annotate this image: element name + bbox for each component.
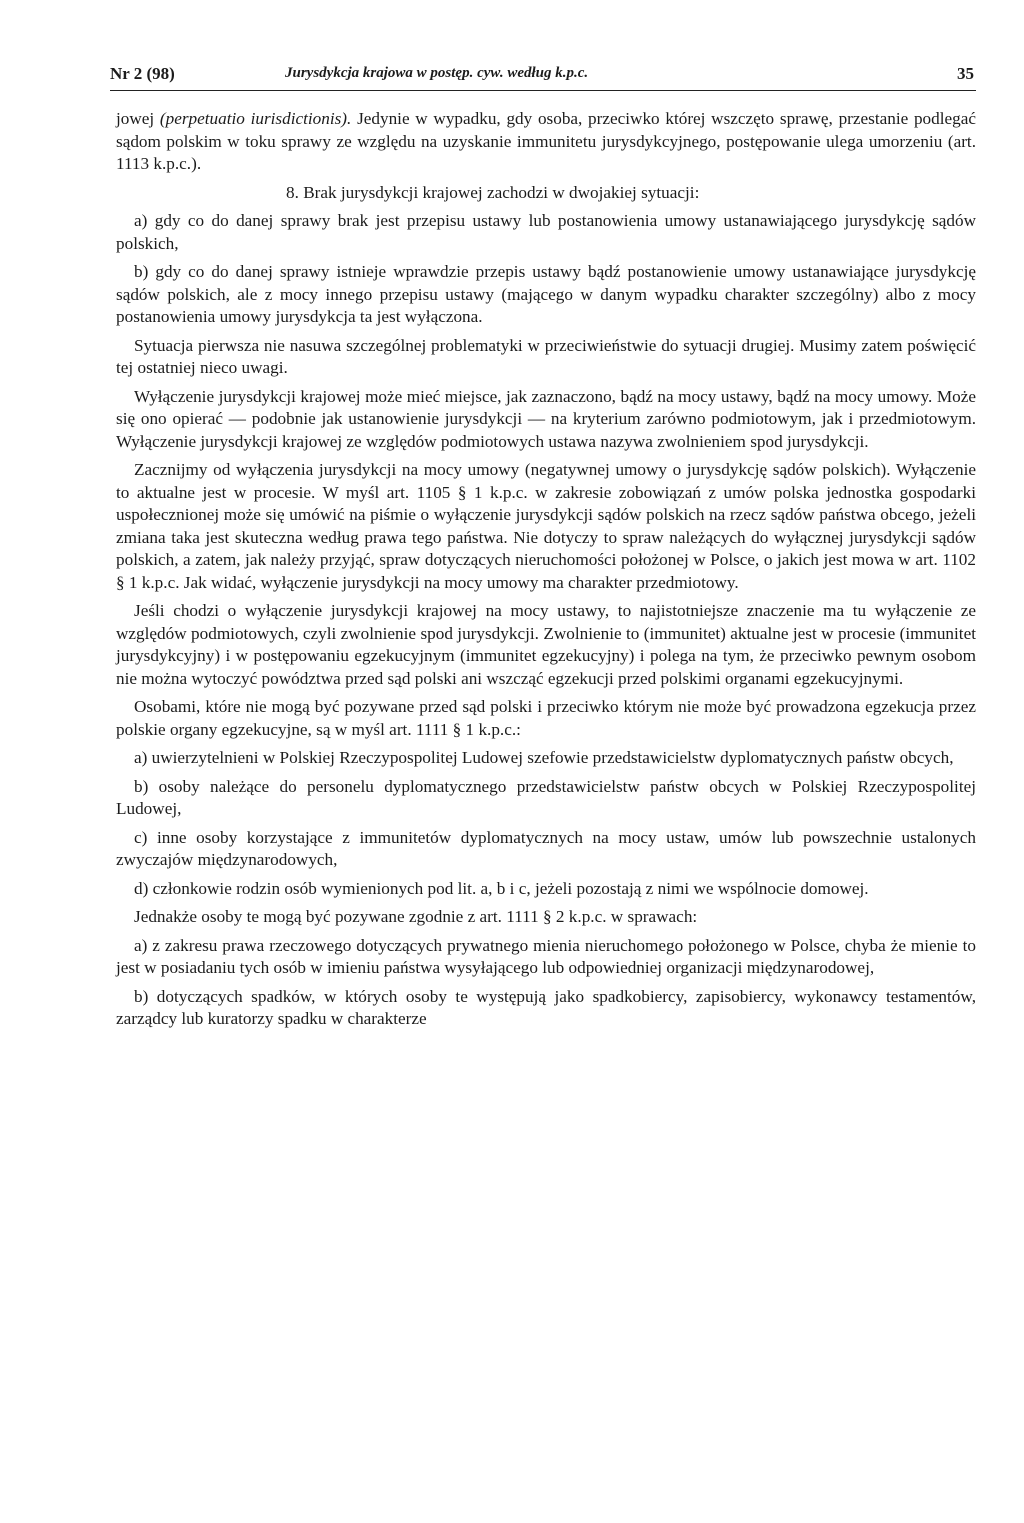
running-title: Jurysdykcja krajowa w postęp. cyw. według k.p.c. (285, 65, 589, 81)
paragraph: Wyłączenie jurysdykcji krajowej może mieć miejsce, jak zaznaczono, bądź na mocy ustawy, bądź na mocy umowy. Może się ono opierać — podobnie jak ustanowienie jurysdykcji — na kryterium zarówno podmiotowym, jak i przedmiotowym. Wyłączenie jurysdykcji krajowej ze względów podmiotowych ustawa nazywa zwolnieniem spod jurysdykcji. (116, 386, 976, 451)
paragraph: Osobami, które nie mogą być pozywane przed sąd polski i przeciwko którym nie może być prowadzona egzekucja przez polskie organy egzekucyjne, są w myśl art. 1111 § 1 k.p.c.: (116, 697, 976, 739)
paragraph: Jednakże osoby te mogą być pozywane zgodnie z art. 1111 § 2 k.p.c. w sprawach: (134, 907, 698, 926)
paragraph (116, 108, 976, 176)
list-item: c) inne osoby korzystające z immunitetów dyplomatycznych na mocy ustaw, umów lub powszechnie ustalonych zwyczajów międzynarodowych, (116, 827, 976, 869)
paragraph: Sytuacja pierwsza nie nasuwa szczególnej problematyki w przeciwieństwie do sytuacji drugiej. Musimy zatem poświęcić tej ostatniej nieco uwagi. (116, 335, 976, 377)
section-8-intro: 8. Brak jurysdykcji krajowej zachodzi w dwojakiej sytuacji: (286, 182, 700, 202)
issue-number: Nr 2 (98) (110, 64, 175, 83)
latin-term: (perpetuatio iurisdictionis). (159, 109, 352, 128)
list-item: b) dotyczących spadków, w których osoby te występują jako spadkobiercy, zapisobiercy, wykonawcy testamentów, zarządcy lub kuratorzy spadku w charakterze (116, 986, 976, 1028)
body-text (116, 108, 976, 1037)
paragraph-text: Jedynie w wypadku, gdy osoba, przeciwko której wszczęto sprawę, przestanie podlegać sądom polskim w toku sprawy ze względu na uzyskanie immunitetu jurysdykcyjnego, postępowanie ulega umorzeniu (art. 1113 k.p.c.). (116, 109, 976, 173)
running-header (110, 64, 976, 91)
paragraph: a) gdy co do danej sprawy brak jest przepisu ustawy lub postanowienia umowy ustanawiającego jurysdykcję sądów polskich, (116, 211, 976, 253)
paragraph: b) gdy co do danej sprawy istnieje wprawdzie przepis ustawy bądź postanowienie umowy ustanawiające jurysdykcję sądów polskich, ale z mocy innego przepisu ustawy (mającego w danym wypadku charakter szczególny) albo z mocy postanowienia umowy jurysdykcja ta jest wyłączona. (116, 262, 976, 326)
list-item: a) uwierzytelnieni w Polskiej Rzeczypospolitej Ludowej szefowie przedstawicielstw dyplomatycznych państw obcych, (134, 748, 954, 767)
list-item: b) osoby należące do personelu dyplomatycznego przedstawicielstw państw obcych w Polskiej Rzeczypospolitej Ludowej, (116, 776, 976, 818)
list-item: d) członkowie rodzin osób wymienionych pod lit. a, b i c, jeżeli pozostają z nimi we wspólnocie domowej. (134, 878, 869, 898)
list-item: a) z zakresu prawa rzeczowego dotyczących prywatnego mienia nieruchomego położonego w Polsce, chyba że mienie to jest w posiadaniu tych osób w imieniu państwa wysyłającego lub odpowiedniej organizacji międzynarodowej, (116, 935, 976, 977)
paragraph: Zacznijmy od wyłączenia jurysdykcji na mocy umowy (negatywnej umowy o jurysdykcję sądów polskich). Wyłączenie to aktualne jest w procesie. W myśl art. 1105 § 1 k.p.c. w zakresie zobowiązań z umów polska jednostka gospodarki uspołecznionej może się umówić na piśmie o wyłączenie jurysdykcji sądów polskich na rzecz sądów państwa obcego, jeżeli zmiana taka jest skuteczna według prawa tego państwa. Nie dotyczy to spraw należących do wyłącznej jurysdykcji sądów polskich, a zatem, jak należy przyjąć, spraw dotyczących nieruchomości położonej w Polsce, o jakich jest mowa w art. 1102 § 1 k.p.c. Jak widać, wyłączenie jurysdykcji na mocy umowy ma charakter przedmiotowy. (116, 460, 976, 592)
paragraph: Jeśli chodzi o wyłączenie jurysdykcji krajowej na mocy ustawy, to najistotniejsze znaczenie ma tu wyłączenie ze względów podmiotowych, czyli zwolnienie spod jurysdykcji. Zwolnienie to (immunitet) aktualne jest w procesie (immunitet jurysdykcyjny) i w postępowaniu egzekucyjnym (immunitet egzekucyjny) i polega na tym, że przeciwko pewnym osobom nie można wytoczyć powództwa przed sąd polski ani wszcząć egzekucji przed polskimi organami egzekucyjnymi. (116, 601, 976, 688)
page-number: 35 (957, 64, 974, 83)
paragraph-lead: jowej (116, 109, 160, 128)
